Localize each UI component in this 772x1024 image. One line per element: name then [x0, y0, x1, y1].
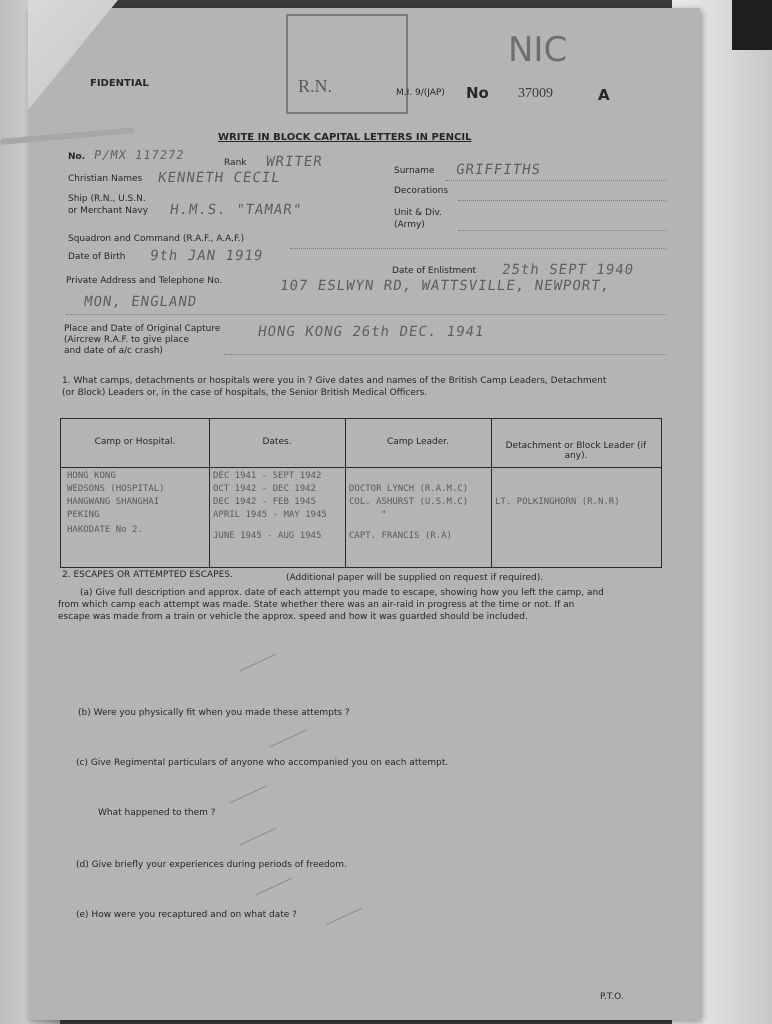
table-cell: DEC 1942 - FEB 1945: [213, 497, 316, 507]
table-cell: WEDSONS (HOSPITAL): [67, 484, 165, 494]
decorations-rule: [458, 200, 666, 201]
table-cell: HAKODATE No 2.: [67, 525, 143, 535]
surname-rule: [446, 180, 666, 181]
question-2a-line-3: escape was made from a train or vehicle the approx. speed and how it was guarded should be included.: [58, 612, 528, 622]
address-value-1: 107 ESLWYN RD, WATTSVILLE, NEWPORT,: [278, 278, 612, 294]
capture-label-3: and date of a/c crash): [64, 346, 163, 356]
table-cell: DOCTOR LYNCH (R.A.M.C): [349, 484, 469, 494]
stamp-text: R.N.: [298, 76, 333, 96]
question-2e: (e) How were you recaptured and on what date ?: [76, 910, 297, 920]
table-cell: DEC 1941 - SEPT 1942: [213, 471, 322, 481]
address-rule: [66, 314, 666, 315]
table-cell: JUNE 1945 - AUG 1945: [213, 531, 322, 541]
table-cell: COL. ASHURST (U.S.M.C): [349, 497, 469, 507]
unit-label-1: Unit & Div.: [394, 208, 442, 218]
capture-label-2: (Aircrew R.A.F. to give place: [64, 335, 190, 345]
ship-value: H.M.S. "TAMAR": [168, 202, 304, 218]
form-sheet: [28, 8, 700, 1020]
camps-table: [60, 418, 662, 568]
pencil-mark: [256, 878, 293, 896]
pencil-mark: [270, 730, 307, 748]
no-value: P/MX 117272: [93, 148, 186, 162]
unit-label-2: (Army): [394, 220, 425, 230]
dob-label: Date of Birth: [68, 252, 126, 262]
handwritten-nic: NIC: [508, 30, 568, 70]
instruction-heading: WRITE IN BLOCK CAPITAL LETTERS IN PENCIL: [218, 132, 472, 143]
address-value-2: MON, ENGLAND: [82, 294, 199, 310]
capture-rule: [224, 354, 666, 355]
table-cell: HANGWANG SHANGHAI: [67, 497, 160, 507]
table-cell: ": [381, 510, 387, 520]
address-label: Private Address and Telephone No.: [66, 276, 223, 286]
number-label: No: [466, 84, 489, 102]
enlistment-value: 25th SEPT 1940: [500, 262, 636, 278]
question-2c: (c) Give Regimental particulars of anyone who accompanied you on each attempt.: [76, 758, 449, 768]
capture-value: HONG KONG 26th DEC. 1941: [256, 324, 486, 340]
form-reference: M.I. 9/(JAP): [396, 88, 445, 98]
question-2c-followup: What happened to them ?: [98, 808, 216, 818]
decorations-label: Decorations: [394, 186, 449, 196]
surname-value: GRIFFITHS: [454, 162, 542, 178]
pencil-mark: [240, 654, 277, 672]
table-cell: LT. POLKINGHORN (R.N.R): [495, 497, 620, 507]
christian-names-label: Christian Names: [68, 174, 143, 184]
enlistment-label: Date of Enlistment: [392, 266, 477, 276]
header-camp-leader: Camp Leader.: [386, 437, 450, 447]
squadron-rule: [290, 248, 666, 249]
ship-label-2: or Merchant Navy: [68, 206, 149, 216]
question-2a-line-1: (a) Give full description and approx. date of each attempt you made to escape, showing how you left the camp, and: [80, 588, 604, 598]
rank-value: WRITER: [264, 154, 324, 170]
question-1-line-2: (or Block) Leaders or, in the case of hospitals, the Senior British Medical Officers.: [62, 388, 428, 398]
rn-stamp: [286, 14, 408, 114]
header-detachment-leader: Detachment or Block Leader (if any).: [505, 441, 647, 461]
unit-rule: [458, 230, 666, 231]
dob-value: 9th JAN 1919: [148, 248, 265, 264]
form-number: 37009: [518, 86, 553, 101]
ship-label-1: Ship (R.N., U.S.N.: [68, 194, 146, 204]
pto-label: P.T.O.: [600, 992, 624, 1002]
form-suffix: A: [598, 86, 610, 104]
header-dates: Dates.: [262, 437, 292, 447]
no-label: No.: [68, 152, 86, 162]
table-cell: PEKING: [67, 510, 100, 520]
confidential-label: FIDENTIAL: [90, 78, 149, 89]
pencil-mark: [240, 828, 277, 846]
question-1-line-1: 1. What camps, detachments or hospitals were you in ? Give dates and names of the British Camp Leaders, Detachment: [62, 376, 607, 386]
pencil-mark: [230, 786, 267, 804]
surname-label: Surname: [394, 166, 435, 176]
table-cell: APRIL 1945 - MAY 1945: [213, 510, 327, 520]
capture-label-1: Place and Date of Original Capture: [64, 324, 221, 334]
question-2-title: 2. ESCAPES OR ATTEMPTED ESCAPES.: [62, 570, 233, 580]
table-cell: OCT 1942 - DEC 1942: [213, 484, 316, 494]
table-cell: HONG KONG: [67, 471, 116, 481]
christian-names-value: KENNETH CECIL: [156, 170, 282, 186]
rank-label: Rank: [224, 158, 247, 168]
question-2b: (b) Were you physically fit when you made these attempts ?: [78, 708, 350, 718]
squadron-label: Squadron and Command (R.A.F., A.A.F.): [68, 234, 245, 244]
question-2-note: (Additional paper will be supplied on request if required).: [286, 573, 544, 583]
table-cell: CAPT. FRANCIS (R.A): [349, 531, 452, 541]
background-corner: [732, 0, 772, 50]
question-2a-line-2: from which camp each attempt was made. State whether there was an air-raid in progress at the time or not. If an: [58, 600, 575, 610]
pencil-mark: [326, 908, 363, 926]
question-2d: (d) Give briefly your experiences during periods of freedom.: [76, 860, 347, 870]
header-camp: Camp or Hospital.: [94, 437, 176, 447]
